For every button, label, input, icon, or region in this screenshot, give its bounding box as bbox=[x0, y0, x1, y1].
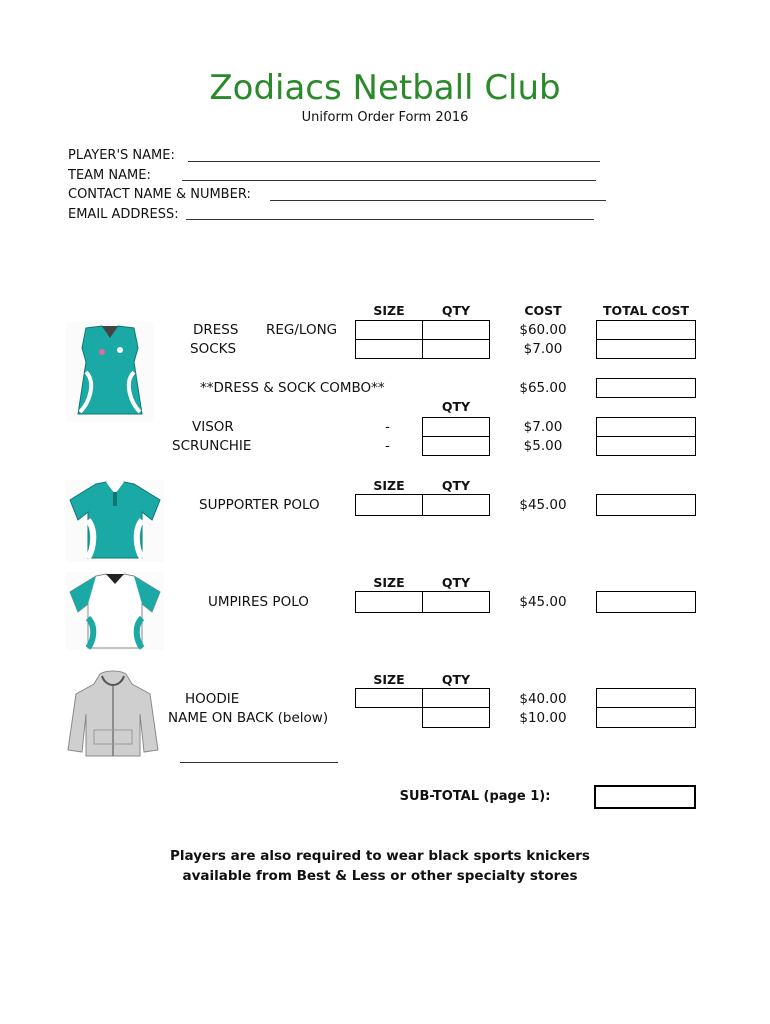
scrunchie-qty-box[interactable] bbox=[422, 436, 490, 456]
umpires-polo-label: UMPIRES POLO bbox=[208, 594, 309, 610]
hoodie-image bbox=[66, 670, 160, 760]
umpires-polo-qty-box[interactable] bbox=[422, 591, 490, 613]
hoodie-label: HOODIE bbox=[185, 691, 240, 707]
socks-size-box[interactable] bbox=[355, 339, 423, 359]
combo-cost: $65.00 bbox=[519, 380, 567, 396]
total-cost-header: TOTAL COST bbox=[602, 303, 690, 318]
name-on-back-cost: $10.00 bbox=[519, 710, 567, 726]
visor-qty-box[interactable] bbox=[422, 417, 490, 437]
subtotal-label: SUB-TOTAL (page 1): bbox=[399, 789, 551, 804]
scrunchie-label: SCRUNCHIE bbox=[172, 438, 252, 454]
size-header-umpires: SIZE bbox=[373, 575, 405, 590]
size-header-supporter: SIZE bbox=[373, 478, 405, 493]
team-name-line[interactable] bbox=[182, 180, 596, 181]
page-title: Zodiacs Netball Club bbox=[209, 68, 561, 108]
size-header: SIZE bbox=[373, 303, 405, 318]
email-line[interactable] bbox=[186, 219, 594, 220]
umpires-polo-image bbox=[66, 572, 164, 650]
supporter-polo-label: SUPPORTER POLO bbox=[199, 497, 320, 513]
supporter-polo-total-box[interactable] bbox=[596, 494, 696, 516]
page-subtitle: Uniform Order Form 2016 bbox=[301, 110, 469, 125]
name-on-back-total-box[interactable] bbox=[596, 707, 696, 728]
socks-total-box[interactable] bbox=[596, 339, 696, 359]
qty-header-hoodie: QTY bbox=[441, 672, 471, 687]
name-on-back-label: NAME ON BACK (below) bbox=[168, 710, 329, 726]
socks-cost: $7.00 bbox=[523, 341, 563, 357]
hoodie-cost: $40.00 bbox=[519, 691, 567, 707]
note-line-1: Players are also required to wear black sports knickers bbox=[170, 848, 590, 864]
subtotal-box[interactable] bbox=[594, 785, 696, 809]
hoodie-total-box[interactable] bbox=[596, 688, 696, 708]
scrunchie-total-box[interactable] bbox=[596, 436, 696, 456]
name-on-back-line[interactable] bbox=[180, 762, 338, 763]
dress-option: REG/LONG bbox=[266, 322, 338, 338]
note-line-2: available from Best & Less or other specialty stores bbox=[182, 868, 578, 884]
qty-header-accessories: QTY bbox=[441, 399, 471, 414]
socks-qty-box[interactable] bbox=[422, 339, 490, 359]
umpires-polo-size-box[interactable] bbox=[355, 591, 423, 613]
cost-header: COST bbox=[524, 303, 562, 318]
dress-cost: $60.00 bbox=[519, 322, 567, 338]
dress-image bbox=[66, 322, 154, 422]
umpires-polo-total-box[interactable] bbox=[596, 591, 696, 613]
dress-total-box[interactable] bbox=[596, 320, 696, 340]
supporter-polo-image bbox=[66, 480, 164, 562]
size-header-hoodie: SIZE bbox=[373, 672, 405, 687]
qty-header: QTY bbox=[441, 303, 471, 318]
combo-label: **DRESS & SOCK COMBO** bbox=[200, 380, 385, 396]
umpires-polo-cost: $45.00 bbox=[519, 594, 567, 610]
scrunchie-cost: $5.00 bbox=[523, 438, 563, 454]
visor-cost: $7.00 bbox=[523, 419, 563, 435]
dress-label: DRESS bbox=[193, 322, 239, 338]
combo-total-box[interactable] bbox=[596, 378, 696, 398]
players-name-label: PLAYER'S NAME: bbox=[68, 148, 175, 163]
visor-label: VISOR bbox=[192, 419, 234, 435]
supporter-polo-qty-box[interactable] bbox=[422, 494, 490, 516]
dress-size-box[interactable] bbox=[355, 320, 423, 340]
email-label: EMAIL ADDRESS: bbox=[68, 207, 179, 222]
supporter-polo-size-box[interactable] bbox=[355, 494, 423, 516]
qty-header-supporter: QTY bbox=[441, 478, 471, 493]
players-name-line[interactable] bbox=[188, 161, 600, 162]
contact-line[interactable] bbox=[270, 200, 606, 201]
contact-label: CONTACT NAME & NUMBER: bbox=[68, 187, 251, 202]
socks-label: SOCKS bbox=[190, 341, 237, 357]
visor-size: - bbox=[385, 419, 390, 435]
hoodie-size-box[interactable] bbox=[355, 688, 423, 708]
supporter-polo-cost: $45.00 bbox=[519, 497, 567, 513]
name-on-back-qty-box[interactable] bbox=[422, 707, 490, 728]
scrunchie-size: - bbox=[385, 438, 390, 454]
qty-header-umpires: QTY bbox=[441, 575, 471, 590]
visor-total-box[interactable] bbox=[596, 417, 696, 437]
dress-qty-box[interactable] bbox=[422, 320, 490, 340]
hoodie-qty-box[interactable] bbox=[422, 688, 490, 708]
team-name-label: TEAM NAME: bbox=[68, 168, 151, 183]
